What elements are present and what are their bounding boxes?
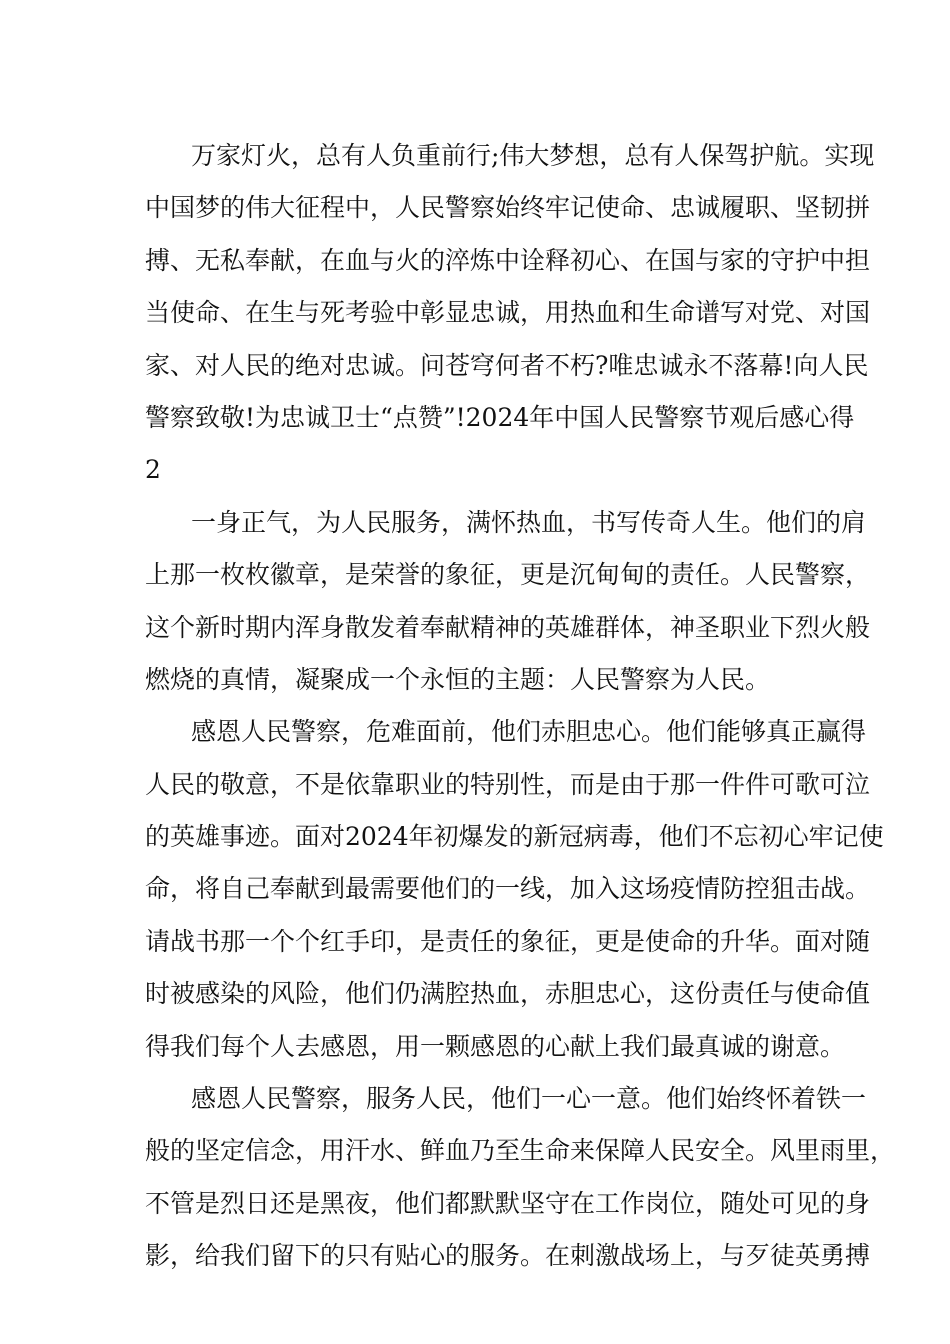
text-line: 般的坚定信念，用汗水、鲜血乃至生命来保障人民安全。风里雨里， bbox=[145, 1136, 896, 1166]
body-text bbox=[145, 130, 896, 1283]
text-line: 一身正气，为人民服务，满怀热血，书写传奇人生。他们的肩 bbox=[191, 507, 867, 537]
text-line: 请战书那一个个红手印，是责任的象征，更是使命的升华。面对随 bbox=[145, 926, 871, 956]
text-line: 家、对人民的绝对忠诚。问苍穹何者不朽?唯忠诚永不落幕!向人民 bbox=[145, 350, 869, 380]
text-line: 时被感染的风险，他们仍满腔热血，赤胆忠心，这份责任与使命值 bbox=[145, 979, 871, 1009]
text-line: 上那一枚枚徽章，是荣誉的象征，更是沉甸甸的责任。人民警察， bbox=[145, 560, 871, 590]
text-line: 人民的敬意，不是依靠职业的特别性，而是由于那一件件可歌可泣 bbox=[145, 769, 871, 799]
text-line: 燃烧的真情，凝聚成一个永恒的主题：人民警察为人民。 bbox=[145, 664, 771, 694]
text-line: 感恩人民警察，服务人民，他们一心一意。他们始终怀着铁一 bbox=[191, 1084, 867, 1114]
text-line: 的英雄事迹。面对2024年初爆发的新冠病毒，他们不忘初心牢记使 bbox=[145, 822, 884, 852]
text-line: 影，给我们留下的只有贴心的服务。在刺激战场上，与歹徒英勇搏 bbox=[145, 1241, 871, 1271]
text-line: 警察致敬!为忠诚卫士“点赞”!2024年中国人民警察节观后感心得 bbox=[145, 402, 855, 432]
text-line: 不管是烈日还是黑夜，他们都默默坚守在工作岗位，随处可见的身 bbox=[145, 1188, 871, 1218]
text-line: 2 bbox=[145, 455, 161, 485]
text-line: 中国梦的伟大征程中，人民警察始终牢记使命、忠诚履职、坚韧拼 bbox=[145, 193, 871, 223]
text-line: 这个新时期内浑身散发着奉献精神的英雄群体，神圣职业下烈火般 bbox=[145, 612, 871, 642]
text-line: 命，将自己奉献到最需要他们的一线，加入这场疫情防控狙击战。 bbox=[145, 874, 871, 904]
text-line: 搏、无私奉献，在血与火的淬炼中诠释初心、在国与家的守护中担 bbox=[145, 245, 871, 275]
text-line: 万家灯火，总有人负重前行;伟大梦想，总有人保驾护航。实现 bbox=[191, 141, 875, 170]
text-line: 得我们每个人去感恩，用一颗感恩的心献上我们最真诚的谢意。 bbox=[145, 1031, 846, 1061]
text-line: 当使命、在生与死考验中彰显忠诚，用热血和生命谱写对党、对国 bbox=[145, 298, 871, 328]
text-line: 感恩人民警察，危难面前，他们赤胆忠心。他们能够真正赢得 bbox=[191, 717, 867, 747]
